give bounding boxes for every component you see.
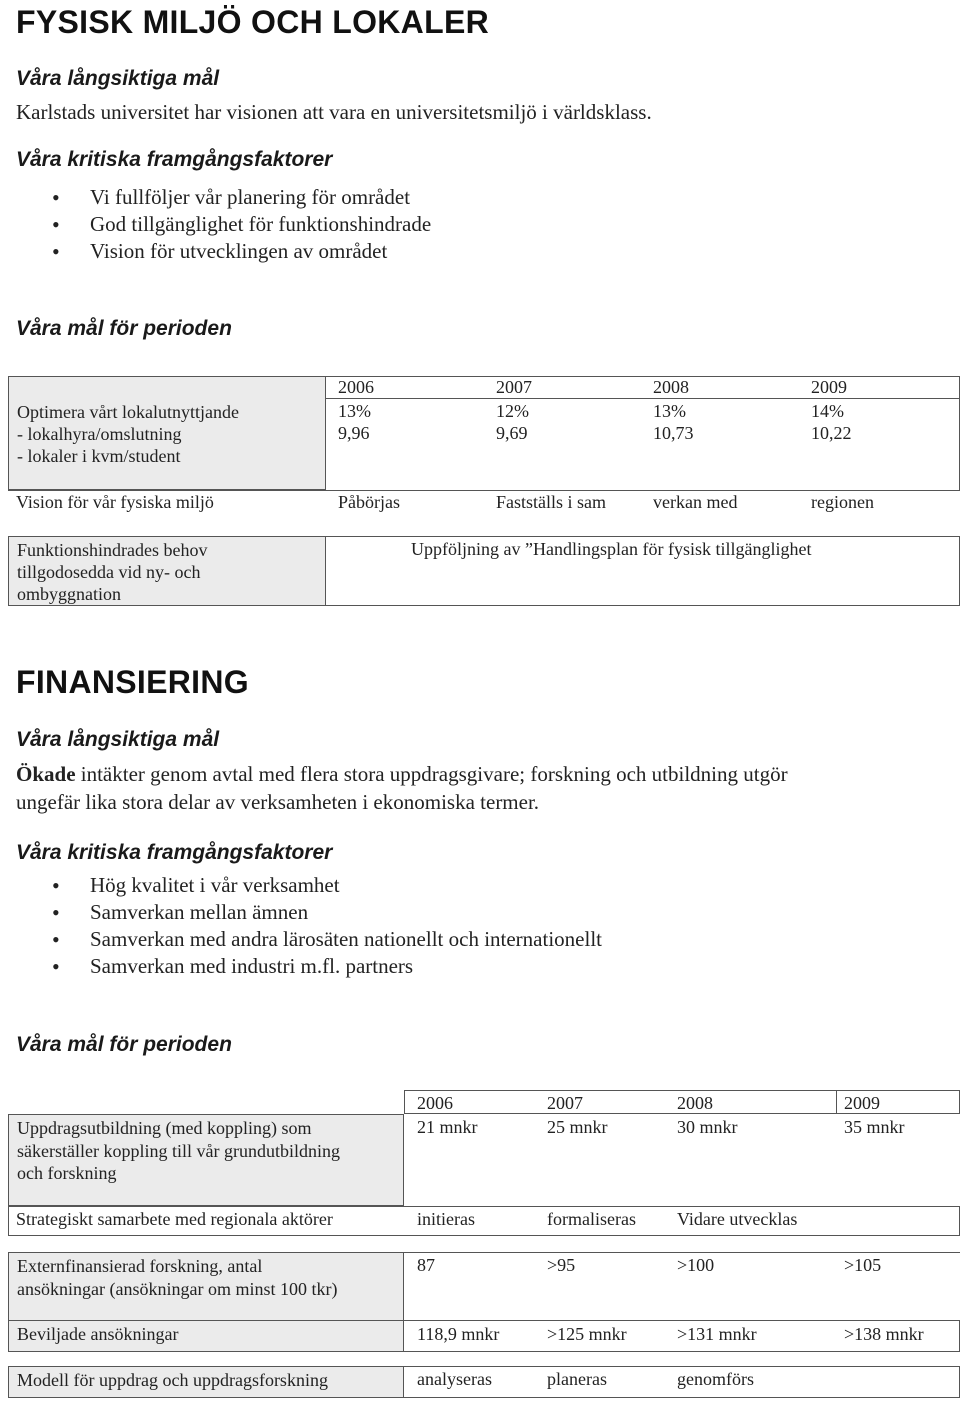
year-header: 2009 (811, 377, 847, 397)
table-row-label: Beviljade ansökningar (8, 1320, 404, 1352)
factors-list (16, 872, 602, 980)
list-item: • God tillgänglighet för funktionshindrade (16, 211, 431, 238)
long-goal-heading: Våra långsiktiga mål (16, 728, 220, 751)
table-cell: 12% 9,69 (496, 401, 529, 443)
table-cell: 13% 10,73 (653, 401, 694, 443)
section-title-finansiering: FINANSIERING (16, 664, 249, 700)
year-header: 2008 (653, 377, 689, 397)
table-row-label: Optimera vårt lokalutnyttjande - lokalhyra/omslutning - lokaler i kvm/student (8, 376, 326, 490)
table-row-label: Vision för vår fysiska miljö (16, 492, 214, 512)
table-cell: 35 mnkr (844, 1117, 905, 1137)
table-row-label: Funktionshindrades behov tillgodosedda vid ny- och ombyggnation (8, 536, 326, 606)
table-row-label: Modell för uppdrag och uppdragsforskning (8, 1366, 404, 1398)
table-cell: regionen (811, 492, 874, 512)
section-title-fysisk-miljo: FYSISK MILJÖ OCH LOKALER (16, 4, 489, 40)
table-cell: Påbörjas (338, 492, 400, 512)
table-cell: initieras (417, 1209, 475, 1229)
table-cell: >125 mnkr (547, 1324, 627, 1344)
year-header: 2007 (496, 377, 532, 397)
table-cell: >131 mnkr (677, 1324, 757, 1344)
table-cell: planeras (547, 1369, 607, 1389)
list-item: • Samverkan med andra lärosäten nationellt och internationellt (16, 926, 602, 953)
table-cell: 25 mnkr (547, 1117, 608, 1137)
table-cell: 87 (417, 1255, 435, 1275)
factors-heading: Våra kritiska framgångsfaktorer (16, 148, 333, 171)
table-row-label: Externfinansierad forskning, antal ansökningar (ansökningar om minst 100 tkr) (8, 1252, 404, 1322)
table-cell: formaliseras (547, 1209, 636, 1229)
year-header: 2008 (677, 1093, 713, 1113)
table-cell-span: Uppföljning av ”Handlingsplan för fysisk tillgänglighet (411, 539, 812, 559)
table-cell: analyseras (417, 1369, 492, 1389)
table-cell: 30 mnkr (677, 1117, 738, 1137)
year-header: 2009 (844, 1093, 880, 1113)
factors-heading: Våra kritiska framgångsfaktorer (16, 841, 333, 864)
long-goal-text: Karlstads universitet har visionen att vara en universitetsmiljö i världsklass. (16, 100, 652, 124)
year-header: 2006 (338, 377, 374, 397)
table-cell: 118,9 mnkr (417, 1324, 500, 1344)
table-cell: Vidare utvecklas (677, 1209, 798, 1229)
long-goal-heading: Våra långsiktiga mål (16, 67, 220, 90)
table-cell: 14% 10,22 (811, 401, 852, 443)
factors-list (16, 184, 431, 265)
table-cell: >105 (844, 1255, 882, 1275)
list-item: • Samverkan mellan ämnen (16, 899, 602, 926)
period-goals-heading: Våra mål för perioden (16, 317, 232, 340)
year-header: 2007 (547, 1093, 583, 1113)
list-item: • Vision för utvecklingen av området (16, 238, 431, 265)
long-goal-text: Ökade intäkter genom avtal med flera stora uppdragsgivare; forskning och utbildning utgör ungefär lika stora delar av verksamheten i ekonomiska termer. (16, 762, 788, 814)
table-cell: 13% 9,96 (338, 401, 371, 443)
table-cell: genomförs (677, 1369, 754, 1389)
year-header: 2006 (417, 1093, 453, 1113)
table-cell: >100 (677, 1255, 715, 1275)
period-goals-heading: Våra mål för perioden (16, 1033, 232, 1056)
table-cell: 21 mnkr (417, 1117, 478, 1137)
list-item: • Vi fullföljer vår planering för området (16, 184, 431, 211)
table-row-label: Uppdragsutbildning (med koppling) som säkerställer koppling till vår grundutbildning och forskning (8, 1114, 404, 1206)
table-cell: >95 (547, 1255, 576, 1275)
table-cell: Fastställs i sam (496, 492, 607, 512)
table-cell: >138 mnkr (844, 1324, 924, 1344)
list-item: • Hög kvalitet i vår verksamhet (16, 872, 602, 899)
table-cell: verkan med (653, 492, 738, 512)
list-item: • Samverkan med industri m.fl. partners (16, 953, 602, 980)
table-row-label: Strategiskt samarbete med regionala aktörer (16, 1209, 333, 1229)
